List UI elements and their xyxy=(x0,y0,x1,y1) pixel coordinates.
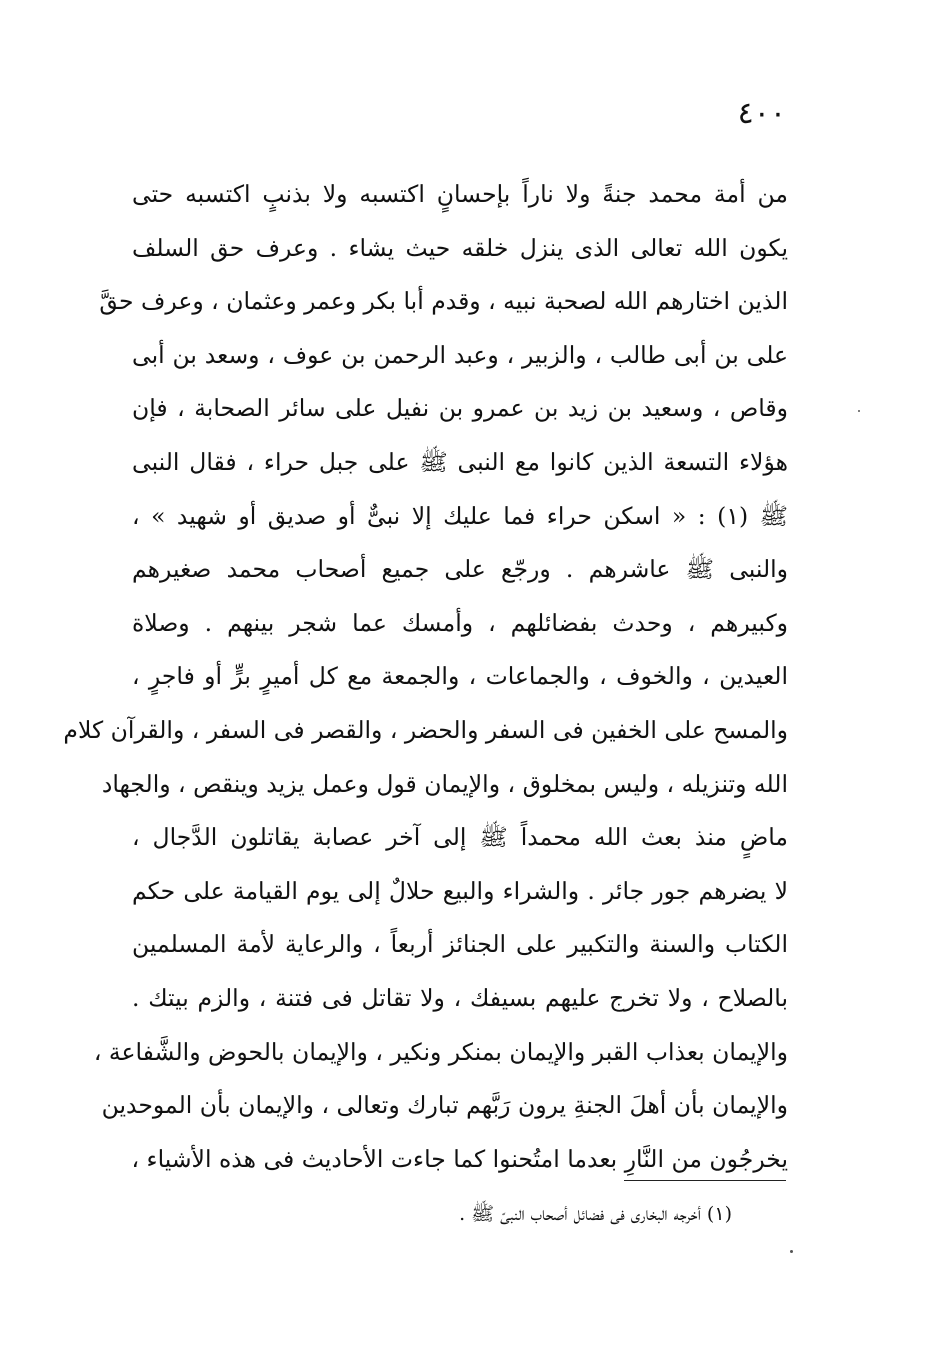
text-line: والإيمان بأن أهلَ الجنةِ يرون رَبَّهم تبارك وتعالى ، والإيمان بأن الموحدين xyxy=(101,1091,788,1120)
text-line: من أمة محمد جنةً ولا ناراً بإحسانٍ اكتسبه ولا بذنبٍ اكتسبه حتى xyxy=(132,180,788,208)
text-line: لا يضرهم جور جائر . والشراء والبيع حلالٌ إلى يوم القيامة على حكم xyxy=(132,876,788,905)
text-line: على بن أبى طالب ، والزبير ، وعبد الرحمن بن عوف ، وسعد بن أبى xyxy=(132,340,788,369)
text-line: ﷺ (١) : « اسكن حراء فما عليك إلا نبىٌّ أو صديق أو شهيد » ، xyxy=(132,501,789,530)
text-line: هؤلاء التسعة الذين كانوا مع النبى ﷺ على جبل حراء ، فقال النبى xyxy=(132,447,788,476)
text-line: وكبيرهم ، وحدث بفضائلهم ، وأمسك عما شجر بينهم . وصلاة xyxy=(132,608,788,637)
text-line: العيدين ، والخوف ، والجماعات ، والجمعة مع كل أميرٍ برٍّ أو فاجرٍ ، xyxy=(132,662,788,691)
page-number: ٤٠٠ xyxy=(737,96,786,131)
text-line: الله وتنزيله ، وليس بمخلوق ، والإيمان قول وعمل يزيد وينقص ، والجهاد xyxy=(101,769,788,798)
scan-speck xyxy=(858,410,860,412)
body-text xyxy=(63,168,789,1186)
text-line: الذين اختارهم الله لصحبة نبيه ، وقدم أبا بكر وعمر وعثمان ، وعرف حقَّ xyxy=(99,287,788,316)
scan-speck xyxy=(790,1250,793,1253)
text-line: وقاص ، وسعيد بن زيد بن عمرو بن نفيل على سائر الصحابة ، فإن xyxy=(132,394,788,423)
text-line: والمسح على الخفين فى السفر والحضر ، والقصر فى السفر ، والقرآن كلام xyxy=(63,715,788,744)
text-line: ماضٍ منذ بعث الله محمداً ﷺ إلى آخر عصابة يقاتلون الدَّجال ، xyxy=(132,823,788,852)
footnote: (١) أخرجه البخارى فى فضائل أصحاب النبىّ ﷺ . xyxy=(459,1203,732,1225)
text-line: يكون الله تعالى الذى ينزل خلقه حيث يشاء . وعرف حق السلف xyxy=(132,233,788,262)
text-line: بالصلاح ، ولا تخرج عليهم بسيفك ، ولا تقاتل فى فتنة ، والزم بيتك . xyxy=(132,983,788,1012)
text-line: والإيمان بعذاب القبر والإيمان بمنكر ونكير ، والإيمان بالحوض والشَّفاعة ، xyxy=(93,1037,788,1066)
text-line: والنبى ﷺ عاشرهم . ورجّع على جميع أصحاب محمد صغيرهم xyxy=(132,555,788,584)
footnote-divider xyxy=(624,1180,786,1181)
text-line: الكتاب والسنة والتكبير على الجنائز أربعاً ، والرعاية لأمة المسلمين xyxy=(132,930,788,959)
text-line: يخرجُون من النَّارِ بعدما امتُحنوا كما جاءت الأحاديث فى هذه الأشياء ، xyxy=(131,1144,788,1173)
